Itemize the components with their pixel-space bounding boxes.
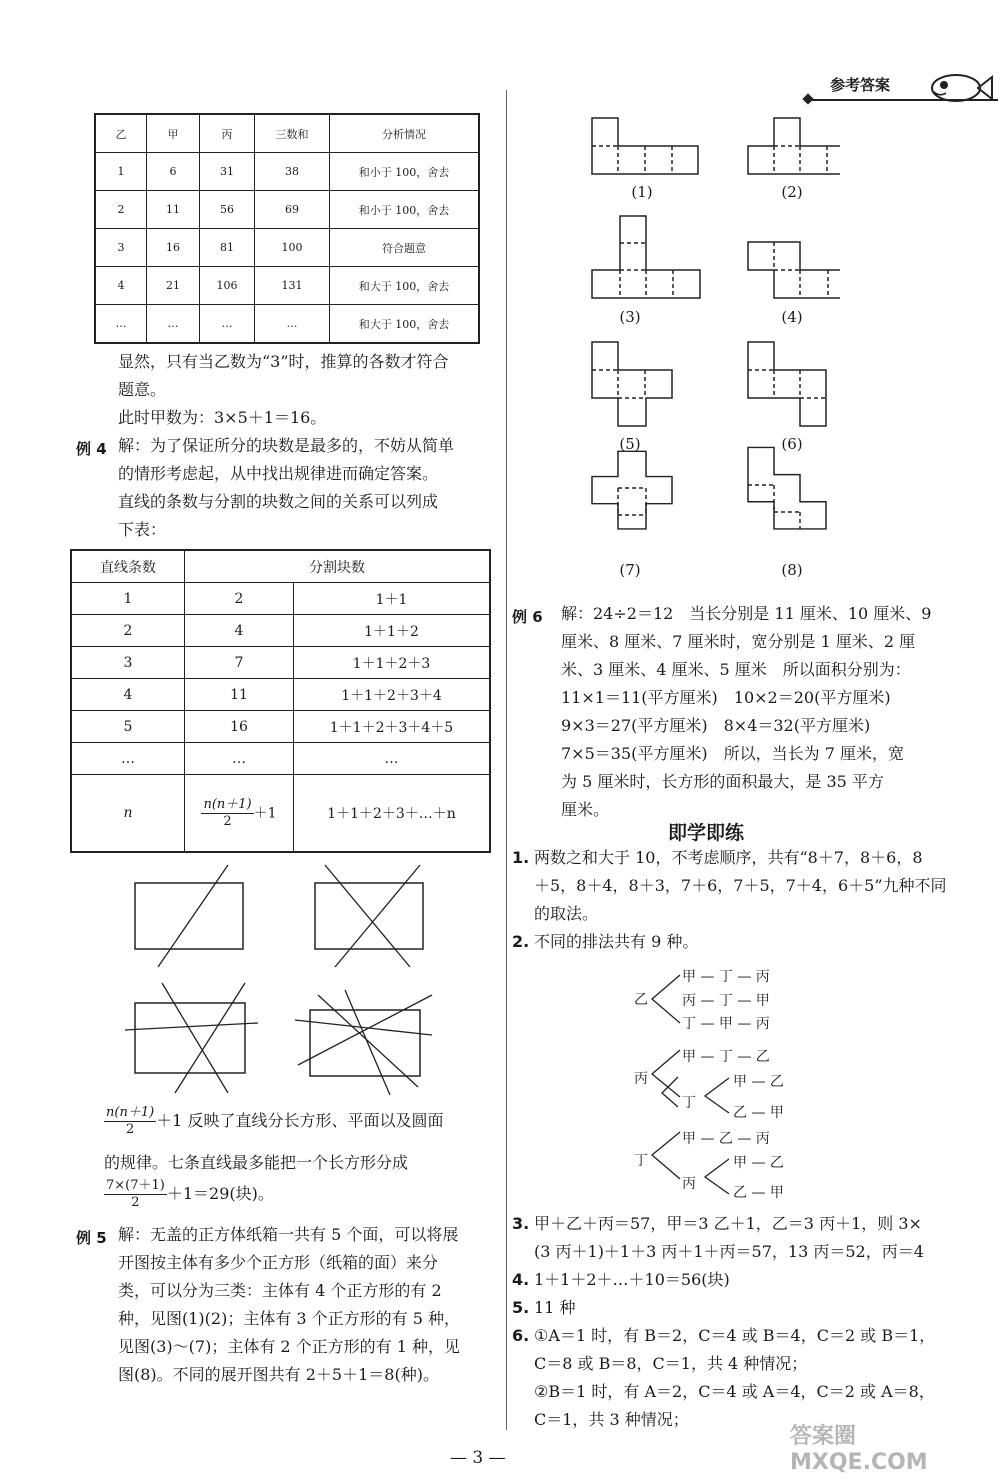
column-divider bbox=[506, 90, 507, 1430]
table-2-header: 直线条数 bbox=[71, 550, 185, 583]
paragraph: ＋5，8＋4，8＋3，7＋6，7＋5，7＋4，6＋5”九种不同 bbox=[534, 876, 947, 895]
table-1-header: 乙 bbox=[95, 114, 147, 153]
paragraph: 解：24÷2＝12 当长分别是 11 厘米、10 厘米、9 bbox=[561, 604, 932, 623]
table-cell: 38 bbox=[255, 153, 330, 191]
table-cell: … bbox=[200, 305, 255, 344]
paragraph: 1＋1＋2＋…＋10＝56(块) bbox=[534, 1270, 730, 1289]
paragraph: 种，见图(1)(2)；主体有 3 个正方形的有 5 种， bbox=[118, 1309, 461, 1328]
table-cell: 符合题意 bbox=[330, 229, 480, 267]
table-cell: 2 bbox=[71, 615, 185, 647]
table-cell: 和大于 100，舍去 bbox=[330, 267, 480, 305]
table-cell: … bbox=[185, 743, 294, 775]
paragraph: 厘米、8 厘米、7 厘米时，宽分别是 1 厘米、2 厘 bbox=[561, 632, 916, 651]
table-cell: 1＋1＋2＋3＋4 bbox=[294, 679, 491, 711]
tree-subroot: 丙 bbox=[682, 1176, 696, 1192]
fraction-numerator: 7×(7＋1) bbox=[106, 1178, 165, 1193]
figure-rectangle bbox=[135, 883, 243, 949]
table-cell: 16 bbox=[147, 229, 200, 267]
figure-line bbox=[345, 990, 390, 1095]
table-cell: 和小于 100，舍去 bbox=[330, 153, 480, 191]
paragraph: C＝1，共 3 种情况； bbox=[534, 1410, 689, 1429]
fraction-statement bbox=[104, 1105, 443, 1138]
table-cell: n bbox=[71, 775, 185, 853]
figure-line bbox=[125, 1023, 258, 1030]
table-row bbox=[71, 615, 490, 647]
tree-branch: 丁 — 甲 — 丙 bbox=[682, 1016, 770, 1032]
table-cell: 21 bbox=[147, 267, 200, 305]
net-caption: (6) bbox=[781, 435, 803, 453]
table-row bbox=[95, 229, 479, 267]
table-row bbox=[95, 153, 479, 191]
table-cell: 4 bbox=[71, 679, 185, 711]
paragraph: ＋1 反映了直线分长方形、平面以及圆面 bbox=[156, 1111, 444, 1130]
figure-line bbox=[335, 865, 420, 967]
fraction bbox=[201, 797, 253, 830]
question-number: 2. bbox=[512, 932, 530, 951]
table-cell-fraction bbox=[185, 775, 294, 853]
example-5-label: 例 5 bbox=[76, 1229, 107, 1247]
fraction-denominator: 2 bbox=[131, 1195, 140, 1210]
paragraph: 的取法。 bbox=[534, 904, 599, 923]
table-row bbox=[71, 743, 490, 775]
tree-root: 丙 bbox=[634, 1071, 648, 1087]
tree-branch: 甲 — 乙 bbox=[733, 1155, 784, 1171]
table-cell: 11 bbox=[185, 679, 294, 711]
table-cell: 和小于 100，舍去 bbox=[330, 191, 480, 229]
question-number: 4. bbox=[512, 1270, 530, 1289]
table-cell: 1＋1＋2＋3 bbox=[294, 647, 491, 679]
table-row bbox=[95, 305, 479, 344]
question-number: 6. bbox=[512, 1326, 530, 1345]
paragraph: 米、3 厘米、4 厘米、5 厘米 所以面积分别为： bbox=[561, 660, 911, 679]
fraction-numerator: n(n＋1) bbox=[203, 796, 252, 812]
tree-root: 乙 bbox=[634, 992, 648, 1008]
paragraph: 不同的排法共有 9 种。 bbox=[534, 932, 699, 951]
table-1-header: 丙 bbox=[200, 114, 255, 153]
table-cell: 56 bbox=[200, 191, 255, 229]
tree-subroot: 丁 bbox=[682, 1095, 696, 1111]
table-row bbox=[71, 679, 490, 711]
table-row bbox=[71, 583, 490, 615]
tree-branch: 甲 — 丁 — 丙 bbox=[682, 969, 770, 985]
table-1-header: 三数和 bbox=[255, 114, 330, 153]
table-row bbox=[71, 647, 490, 679]
table-cell: 2 bbox=[95, 191, 147, 229]
table-cell: 69 bbox=[255, 191, 330, 229]
table-cell: 2 bbox=[185, 583, 294, 615]
net-8 bbox=[748, 447, 826, 529]
paragraph: 下表： bbox=[118, 520, 167, 539]
table-2-header-row bbox=[71, 550, 490, 583]
net-caption: (3) bbox=[619, 308, 641, 326]
question-number: 3. bbox=[512, 1214, 530, 1233]
figure-rectangle bbox=[315, 883, 423, 949]
table-cell: 5 bbox=[71, 711, 185, 743]
net-4 bbox=[748, 242, 840, 298]
question-number: 1. bbox=[512, 848, 530, 867]
paragraph: 的规律。七条直线最多能把一个长方形分成 bbox=[104, 1153, 409, 1172]
paragraph: 解：无盖的正方体纸箱一共有 5 个面，可以将展 bbox=[118, 1225, 459, 1244]
net-caption: (5) bbox=[619, 435, 641, 453]
table-cell: 3 bbox=[71, 647, 185, 679]
header-title: 参考答案 bbox=[830, 76, 891, 94]
table-1-header: 分析情况 bbox=[330, 114, 480, 153]
page-header bbox=[830, 74, 890, 95]
table-cell: 7 bbox=[185, 647, 294, 679]
table-cell: 4 bbox=[185, 615, 294, 647]
figure-line bbox=[162, 983, 228, 1093]
table-cell: 4 bbox=[95, 267, 147, 305]
page-number: — 3 — bbox=[450, 1448, 506, 1468]
table-cell: … bbox=[255, 305, 330, 344]
fraction bbox=[104, 1105, 156, 1138]
table-1 bbox=[94, 113, 480, 344]
table-cell: 1＋1＋2＋3＋…＋n bbox=[294, 775, 491, 853]
paragraph: 的情形考虑起，从中找出规律进而确定答案。 bbox=[118, 464, 439, 483]
paragraph: 开图按主体有多少个正方形（纸箱的面）来分 bbox=[118, 1253, 439, 1272]
paragraph: 两数之和大于 10，不考虑顺序，共有“8＋7，8＋6，8 bbox=[534, 848, 923, 867]
table-cell: 11 bbox=[147, 191, 200, 229]
net-caption: (2) bbox=[781, 183, 803, 201]
table-cell: 16 bbox=[185, 711, 294, 743]
question-number: 5. bbox=[512, 1298, 530, 1317]
figure-line bbox=[325, 865, 410, 967]
table-cell: 31 bbox=[200, 153, 255, 191]
paragraph: ＋1＝29(块)。 bbox=[166, 1184, 274, 1203]
table-cell: 1 bbox=[95, 153, 147, 191]
paragraph: ①A＝1 时，有 B＝2，C＝4 或 B＝4，C＝2 或 B＝1， bbox=[534, 1326, 936, 1345]
paragraph: (3 丙＋1)＋1＋3 丙＋1＋丙＝57，13 丙＝52，丙＝4 bbox=[534, 1242, 924, 1261]
paragraph: 为 5 厘米时，长方形的面积最大，是 35 平方 bbox=[561, 772, 884, 791]
paragraph: C＝8 或 B＝8，C＝1，共 4 种情况； bbox=[534, 1354, 808, 1373]
net-3 bbox=[592, 216, 700, 298]
table-row bbox=[71, 711, 490, 743]
table-cell: … bbox=[71, 743, 185, 775]
paragraph: 7×5＝35(平方厘米) 所以，当长为 7 厘米，宽 bbox=[561, 744, 904, 763]
section-title: 即学即练 bbox=[668, 822, 745, 844]
table-cell: 1＋1＋2＋3＋4＋5 bbox=[294, 711, 491, 743]
table-cell: 131 bbox=[255, 267, 330, 305]
paragraph: 解：为了保证所分的块数是最多的，不妨从简单 bbox=[118, 436, 455, 455]
figure-rectangle bbox=[310, 1010, 420, 1076]
table-2-header: 分割块数 bbox=[185, 550, 491, 583]
net-6 bbox=[748, 342, 826, 426]
tree-branch: 甲 — 乙 bbox=[733, 1074, 784, 1090]
tree-root: 丁 bbox=[634, 1153, 648, 1169]
figure-line bbox=[318, 995, 418, 1087]
paragraph: 厘米。 bbox=[561, 800, 610, 819]
table-row bbox=[95, 191, 479, 229]
fraction-numerator: n(n＋1) bbox=[106, 1105, 155, 1120]
table-cell: 1＋1 bbox=[294, 583, 491, 615]
result-statement bbox=[104, 1178, 274, 1211]
table-cell: 1 bbox=[71, 583, 185, 615]
tree-branch: 甲 — 丁 — 乙 bbox=[682, 1049, 770, 1065]
tree-branch: 乙 — 甲 bbox=[733, 1105, 784, 1121]
figure-line bbox=[175, 983, 245, 1093]
fraction bbox=[104, 1178, 167, 1211]
figure-line bbox=[158, 865, 228, 967]
figure-rectangle bbox=[135, 1003, 245, 1073]
net-caption: (4) bbox=[781, 308, 803, 326]
table-cell: 6 bbox=[147, 153, 200, 191]
tree-branch: 甲 — 乙 — 丙 bbox=[682, 1131, 770, 1147]
table-1-header: 甲 bbox=[147, 114, 200, 153]
paragraph: 11 种 bbox=[534, 1298, 576, 1317]
table-2 bbox=[70, 549, 491, 853]
watermark: 答案圈 MXQE.COM bbox=[790, 1424, 928, 1475]
table-row bbox=[71, 775, 490, 853]
table-cell: … bbox=[294, 743, 491, 775]
table-cell: 100 bbox=[255, 229, 330, 267]
paragraph: 类，可以分为三类：主体有 4 个正方形的有 2 bbox=[118, 1281, 442, 1300]
table-cell: … bbox=[147, 305, 200, 344]
net-caption: (7) bbox=[619, 561, 641, 579]
net-caption: (1) bbox=[631, 183, 653, 201]
paragraph: 图(8)。不同的展开图共有 2＋5＋1＝8(种)。 bbox=[118, 1365, 439, 1384]
net-caption: (8) bbox=[781, 561, 803, 579]
fraction-tail: ＋1 bbox=[253, 805, 277, 821]
fraction-denominator: 2 bbox=[223, 813, 232, 829]
paragraph: 此时甲数为：3×5＋1＝16。 bbox=[118, 408, 327, 427]
table-cell: 和大于 100，舍去 bbox=[330, 305, 480, 344]
example-6-label: 例 6 bbox=[512, 608, 543, 626]
fish-mascot-icon bbox=[920, 70, 995, 106]
table-cell: … bbox=[95, 305, 147, 344]
net-5 bbox=[592, 342, 672, 426]
table-cell: 3 bbox=[95, 229, 147, 267]
paragraph: 题意。 bbox=[118, 380, 167, 399]
table-cell: 81 bbox=[200, 229, 255, 267]
line-division-figures bbox=[120, 855, 440, 1105]
paragraph: 见图(3)～(7)；主体有 2 个正方形的有 1 种，见 bbox=[118, 1337, 461, 1356]
figure-line bbox=[298, 995, 432, 1065]
example-4-label: 例 4 bbox=[76, 440, 107, 458]
table-cell: 1＋1＋2 bbox=[294, 615, 491, 647]
net-7 bbox=[592, 451, 672, 529]
tree-branch: 丙 — 丁 — 甲 bbox=[682, 993, 770, 1009]
net-2 bbox=[748, 118, 840, 174]
tree-branch: 乙 — 甲 bbox=[733, 1185, 784, 1201]
table-1-header-row bbox=[95, 114, 479, 153]
paragraph: 9×3＝27(平方厘米) 8×4＝32(平方厘米) bbox=[561, 716, 871, 735]
net-1 bbox=[592, 118, 698, 174]
table-row bbox=[95, 267, 479, 305]
paragraph: 显然，只有当乙数为“3”时，推算的各数才符合 bbox=[118, 352, 449, 371]
paragraph: 直线的条数与分割的块数之间的关系可以列成 bbox=[118, 492, 439, 511]
fraction-denominator: 2 bbox=[125, 1122, 135, 1137]
table-cell: 106 bbox=[200, 267, 255, 305]
paragraph: 甲＋乙＋丙＝57，甲＝3 乙＋1，乙＝3 丙＋1，则 3× bbox=[534, 1214, 922, 1233]
paragraph: ②B＝1 时，有 A＝2，C＝4 或 A＝4，C＝2 或 A＝8， bbox=[534, 1382, 935, 1401]
paragraph: 11×1＝11(平方厘米) 10×2＝20(平方厘米) bbox=[561, 688, 891, 707]
